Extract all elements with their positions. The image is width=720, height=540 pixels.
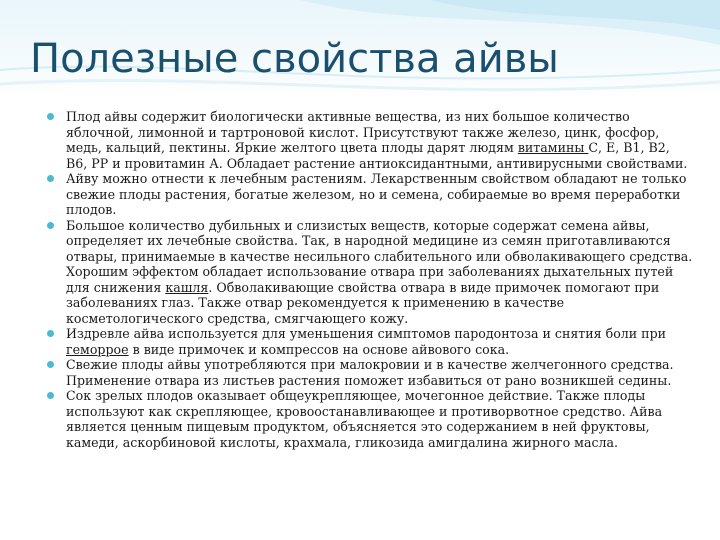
- bullet-text: Издревле айва используется для уменьшения симптомов пародонтоза и снятия боли при: [66, 326, 667, 341]
- bullet-text: в виде примочек и компрессов на основе айвового сока.: [128, 341, 510, 357]
- circle-icon: [47, 222, 54, 229]
- bullet-item: [44, 109, 694, 171]
- bullet-text: Сок зрелых плодов оказывает общеукрепляющее, мочегонное действие. Также плоды используют как скрепляющее, кровоостанавливающее и противорвотное средство. Айва является ценным пищевым продуктом, объясняется это содержанием в ней фруктовы, камеди, аскорбиновой кислоты, крахмала, гликозида амигдалина жирного масла.: [66, 388, 663, 450]
- bullet-text: . Обволакивающие свойства отвара в виде примочек помогают при заболеваниях глаз. Также отвар рекомендуется к применению в качестве косметологического средства, смягчающего кожу.: [66, 279, 660, 326]
- circle-icon: [47, 175, 54, 182]
- bullet-text: Большое количество дубильных и слизистых веществ, которые содержат семена айвы, определяет их лечебные свойства. Так, в народной медицине из семян приготавливаются отвары, принимаемые в качестве несильного слабительного или обволакивающего средства. Хорошим эффектом обладает использование отвара при заболеваниях дыхательных путей для снижения: [66, 217, 693, 295]
- bullet-item: [44, 171, 694, 218]
- circle-icon: [47, 330, 54, 337]
- bullet-text: Айву можно отнести к лечебным растениям. Лекарственным свойством обладают не только свежие плоды растения, богатые железом, но и семена, собираемые во время переработки плодов.: [66, 171, 687, 217]
- bullet-text: Свежие плоды айвы употребляются при малокровии и в качестве желчегонного средства. Применение отвара из листьев растения поможет избавиться от рано возникшей седины.: [66, 357, 674, 388]
- cough-link[interactable]: кашля: [165, 279, 209, 295]
- bullet-text: Плод айвы содержит биологически активные вещества, из них большое количество яблочной, лимонной и тартроновой кислот. Присутствуют также железо, цинк, фосфор, медь, кальций, пектины. Яркие желтого цвета плоды дарят людям: [66, 109, 660, 155]
- bullet-item: [44, 388, 694, 450]
- vitamins-link[interactable]: витамины: [517, 140, 589, 155]
- bullet-item: [44, 218, 694, 327]
- slide-title: Полезные свойства айвы: [30, 36, 559, 82]
- circle-icon: [47, 113, 54, 120]
- bullet-text: С, Е, В1, В2, В6, РР и провитамин А. Обладает растение антиоксидантными, антивирусными свойствами.: [66, 140, 688, 171]
- circle-icon: [47, 361, 54, 368]
- circle-icon: [47, 392, 54, 399]
- bullet-item: [44, 357, 694, 388]
- bullet-list: [44, 109, 694, 450]
- bullet-item: [44, 326, 694, 357]
- hemorrhoids-link[interactable]: геморрое: [66, 341, 129, 357]
